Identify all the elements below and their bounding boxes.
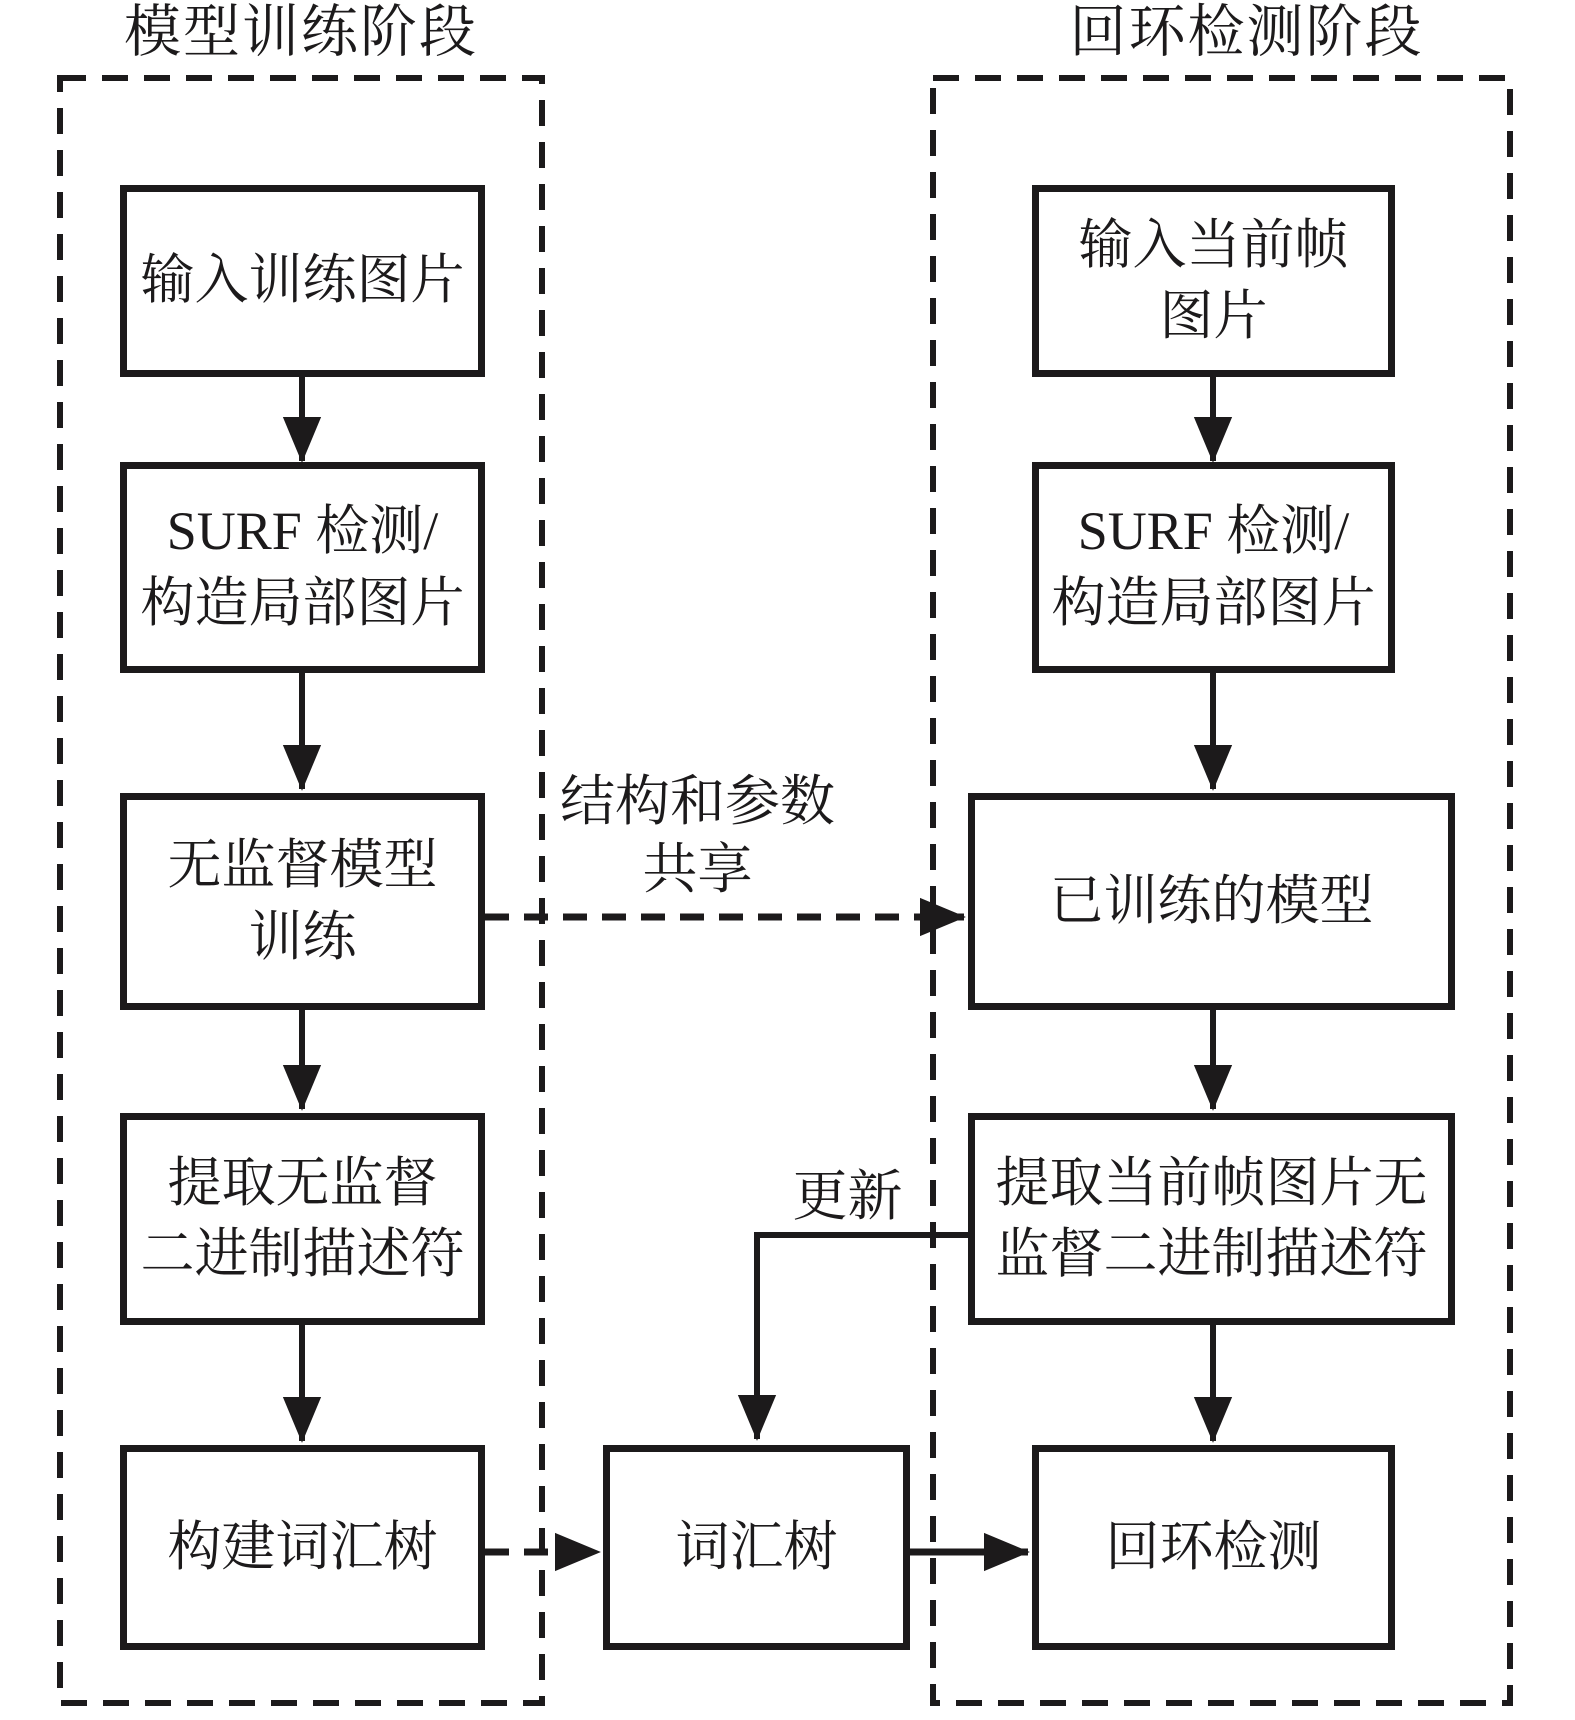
label-structure-param-share: 结构和参数 共享 (559, 771, 835, 901)
detection-phase-title: 回环检测阶段 (1069, 1, 1424, 64)
box-build-vocab-tree: 构建词汇树 (120, 1445, 485, 1650)
training-phase-title: 模型训练阶段 (124, 1, 478, 64)
box-vocab-tree: 词汇树 (603, 1445, 910, 1650)
box-unsupervised-model-training: 无监督模型 训练 (120, 793, 485, 1010)
box-input-training-images: 输入训练图片 (120, 185, 485, 377)
box-loop-closure-detection: 回环检测 (1032, 1445, 1395, 1650)
box-extract-unsupervised-binary-descriptor: 提取无监督 二进制描述符 (120, 1113, 485, 1325)
box-input-current-frame: 输入当前帧 图片 (1032, 185, 1395, 377)
label-update: 更新 (792, 1166, 903, 1227)
arrow-update-elbow (757, 1235, 968, 1439)
box-extract-current-frame-descriptor: 提取当前帧图片无 监督二进制描述符 (968, 1113, 1455, 1325)
box-surf-detect-detect: SURF 检测/ 构造局部图片 (1032, 462, 1395, 673)
box-surf-detect-train: SURF 检测/ 构造局部图片 (120, 462, 485, 673)
box-trained-model: 已训练的模型 (968, 793, 1455, 1010)
